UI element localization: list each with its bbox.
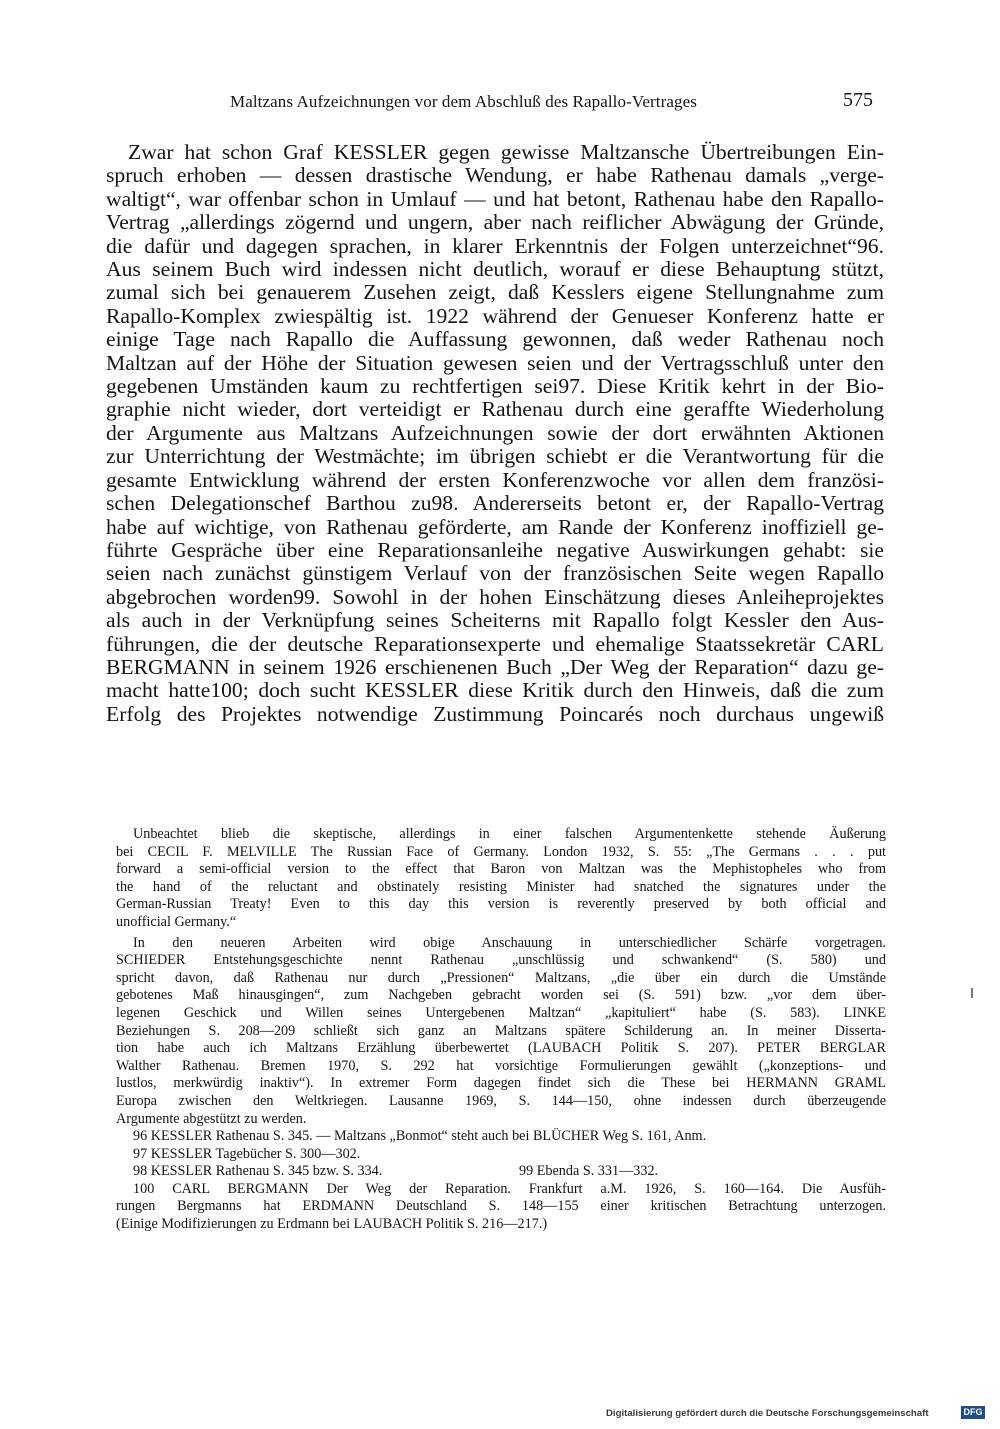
body-line: Rapallo-Komplex zwiespältig ist. 1922 während der Genueser Konferenz hatte er: [106, 304, 884, 328]
body-line: macht hatte100; doch sucht KESSLER diese Kritik durch den Hinweis, daß die zum: [106, 679, 884, 703]
footnote-row-98-99: [116, 1163, 886, 1181]
footnote-line: rungen Bergmanns hat ERDMANN Deutschland S. 148—155 einer kritischen Betrachtung unterzogen.: [116, 1198, 886, 1215]
body-line: waltigt“, war offenbar schon in Umlauf — und hat betont, Rathenau habe den Rapallo-: [106, 187, 884, 211]
body-line: abgebrochen worden99. Sowohl in der hohen Einschätzung dieses Anleiheprojektes: [106, 585, 884, 609]
body-line: seien nach zunächst günstigem Verlauf von der französischen Seite wegen Rapallo: [106, 562, 884, 586]
body-line: Maltzan auf der Höhe der Situation gewesen seien und der Vertragsschluß unter den: [106, 351, 884, 375]
footnote-100: 100 CARL BERGMANN Der Weg der Reparation. Frankfurt a.M. 1926, S. 160—164. Die Ausfüh-: [133, 1180, 886, 1197]
body-line: führungen, die der deutsche Reparationsexperte und ehemalige Staatssekretär CARL: [106, 632, 884, 656]
footnote-line: gebotenes Maß hinausgingen“, zum Nachgeben gebracht worden sei (S. 591) bzw. „vor dem über-: [116, 987, 886, 1004]
body-line: graphie nicht wieder, dort verteidigt er Rathenau durch eine geraffte Wiederholung: [106, 398, 884, 422]
footnote-line: Walther Rathenau. Bremen 1970, S. 292 hat vorsichtige Formulierungen gewählt („konzeptions- und: [116, 1057, 886, 1074]
body-text: [106, 141, 884, 726]
digitization-credit: Digitalisierung gefördert durch die Deutsche Forschungsgemeinschaft: [606, 1408, 929, 1419]
body-line: gesamte Entwicklung während der ersten Konferenzwoche vor allen dem französi-: [106, 468, 884, 492]
body-line: Vertrag „allerdings zögernd und ungern, aber nach reiflicher Abwägung der Gründe,: [106, 211, 884, 235]
body-line: spruch erhoben — dessen drastische Wendung, er habe Rathenau damals „verge-: [106, 164, 884, 188]
body-line: Aus seinem Buch wird indessen nicht deutlich, worauf er diese Behauptung stützt,: [106, 258, 884, 282]
page-number: 575: [843, 89, 873, 111]
body-line: Erfolg des Projektes notwendige Zustimmung Poincarés noch durchaus ungewiß: [106, 702, 884, 726]
footnote-line: legenen Geschick und Willen seines Untergebenen Maltzan“ „kapituliert“ habe (S. 583). LINKE: [116, 1004, 886, 1021]
footnote-line: German-Russian Treaty! Even to this day this version is reverently preserved by both official and: [116, 896, 886, 913]
running-header-title: Maltzans Aufzeichnungen vor dem Abschluß des Rapallo-Vertrages: [230, 92, 697, 111]
footnote-line: Europa zwischen den Weltkriegen. Lausanne 1969, S. 144—150, ohne indessen durch überzeugende: [116, 1092, 886, 1109]
footnote-line: (Einige Modifizierungen zu Erdmann bei LAUBACH Politik S. 216—217.): [116, 1216, 548, 1233]
body-line: habe auf wichtige, von Rathenau geförderte, am Rande der Konferenz inoffiziell ge-: [106, 515, 884, 539]
dfg-logo-icon: DFG: [961, 1406, 985, 1419]
body-line: Zwar hat schon Graf KESSLER gegen gewisse Maltzansche Übertreibungen Ein-: [128, 141, 884, 164]
footnote-line: lustlos, merkwürdig inaktiv“). In extremer Form dagegen findet sich die These bei HERMANN GRAML: [116, 1075, 886, 1092]
body-line: gegebenen Umständen kaum zu rechtfertigen sei97. Diese Kritik kehrt in der Bio-: [106, 375, 884, 399]
body-line: die dafür und dagegen sprachen, in klarer Erkenntnis der Folgen unterzeichnet“96.: [106, 234, 884, 258]
body-line: schen Delegationschef Barthou zu98. Andererseits betont er, der Rapallo-Vertrag: [106, 492, 884, 516]
footnote-98: 98 KESSLER Rathenau S. 345 bzw. S. 334.: [133, 1163, 383, 1180]
footnote-line: unofficial Germany.“: [116, 913, 237, 930]
footnote-line: bei CECIL F. MELVILLE The Russian Face of Germany. London 1932, S. 55: „The Germans . . . put: [116, 843, 886, 860]
footnote-line: spricht davon, daß Rathenau nur durch „Pressionen“ Maltzans, „die über ein durch die Umstände: [116, 969, 886, 986]
body-line: zumal sich bei genauerem Zusehen zeigt, daß Kesslers eigene Stellungnahme zum: [106, 281, 884, 305]
footnote-line: tion habe auch ich Maltzans Erzählung überbewertet (LAUBACH Politik S. 207). PETER BERGLAR: [116, 1040, 886, 1057]
footnotes: [116, 826, 886, 1234]
body-line: zur Unterrichtung der Westmächte; im übrigen schiebt er die Verantwortung für die: [106, 445, 884, 469]
footnote-line: Beziehungen S. 208—209 schließt sich ganz an Maltzans spätere Schilderung an. In meiner Disserta-: [116, 1022, 886, 1039]
footnote-97: 97 KESSLER Tagebücher S. 300—302.: [133, 1145, 361, 1162]
footnote-line: Unbeachtet blieb die skeptische, allerdings in einer falschen Argumentenkette stehende Äußerung: [133, 826, 886, 842]
footnote-line: SCHIEDER Entstehungsgeschichte nennt Rathenau „unschlüssig und schwankend“ (S. 580) und: [116, 952, 886, 969]
body-line: führte Gespräche über eine Reparationsanleihe negative Auswirkungen gehabt: sie: [106, 538, 884, 562]
footnote-line: In den neueren Arbeiten wird obige Anschauung in unterschiedlicher Schärfe vorgetragen.: [133, 934, 886, 951]
footnote-line: the hand of the reluctant and obstinately resisting Minister had snatched the signatures under the: [116, 878, 886, 895]
body-line: als auch in der Verknüpfung seines Scheiterns mit Rapallo folgt Kessler den Aus-: [106, 609, 884, 633]
margin-mark: [971, 988, 973, 998]
footnote-line: Argumente abgestützt zu werden.: [116, 1110, 307, 1127]
footnote-line: forward a semi-official version to the effect that Baron von Maltzan was the Mephistopheles who from: [116, 861, 886, 878]
footnote-99: 99 Ebenda S. 331—332.: [519, 1163, 659, 1180]
body-line: BERGMANN in seinem 1926 erschienenen Buch „Der Weg der Reparation“ dazu ge-: [106, 655, 884, 679]
body-line: der Argumente aus Maltzans Aufzeichnungen sowie der dort erwähnten Aktionen: [106, 421, 884, 445]
footnote-96: 96 KESSLER Rathenau S. 345. — Maltzans „Bonmot“ steht auch bei BLÜCHER Weg S. 161, Anm.: [133, 1128, 707, 1145]
body-line: einige Tage nach Rapallo die Auffassung gewonnen, daß weder Rathenau noch: [106, 328, 884, 352]
